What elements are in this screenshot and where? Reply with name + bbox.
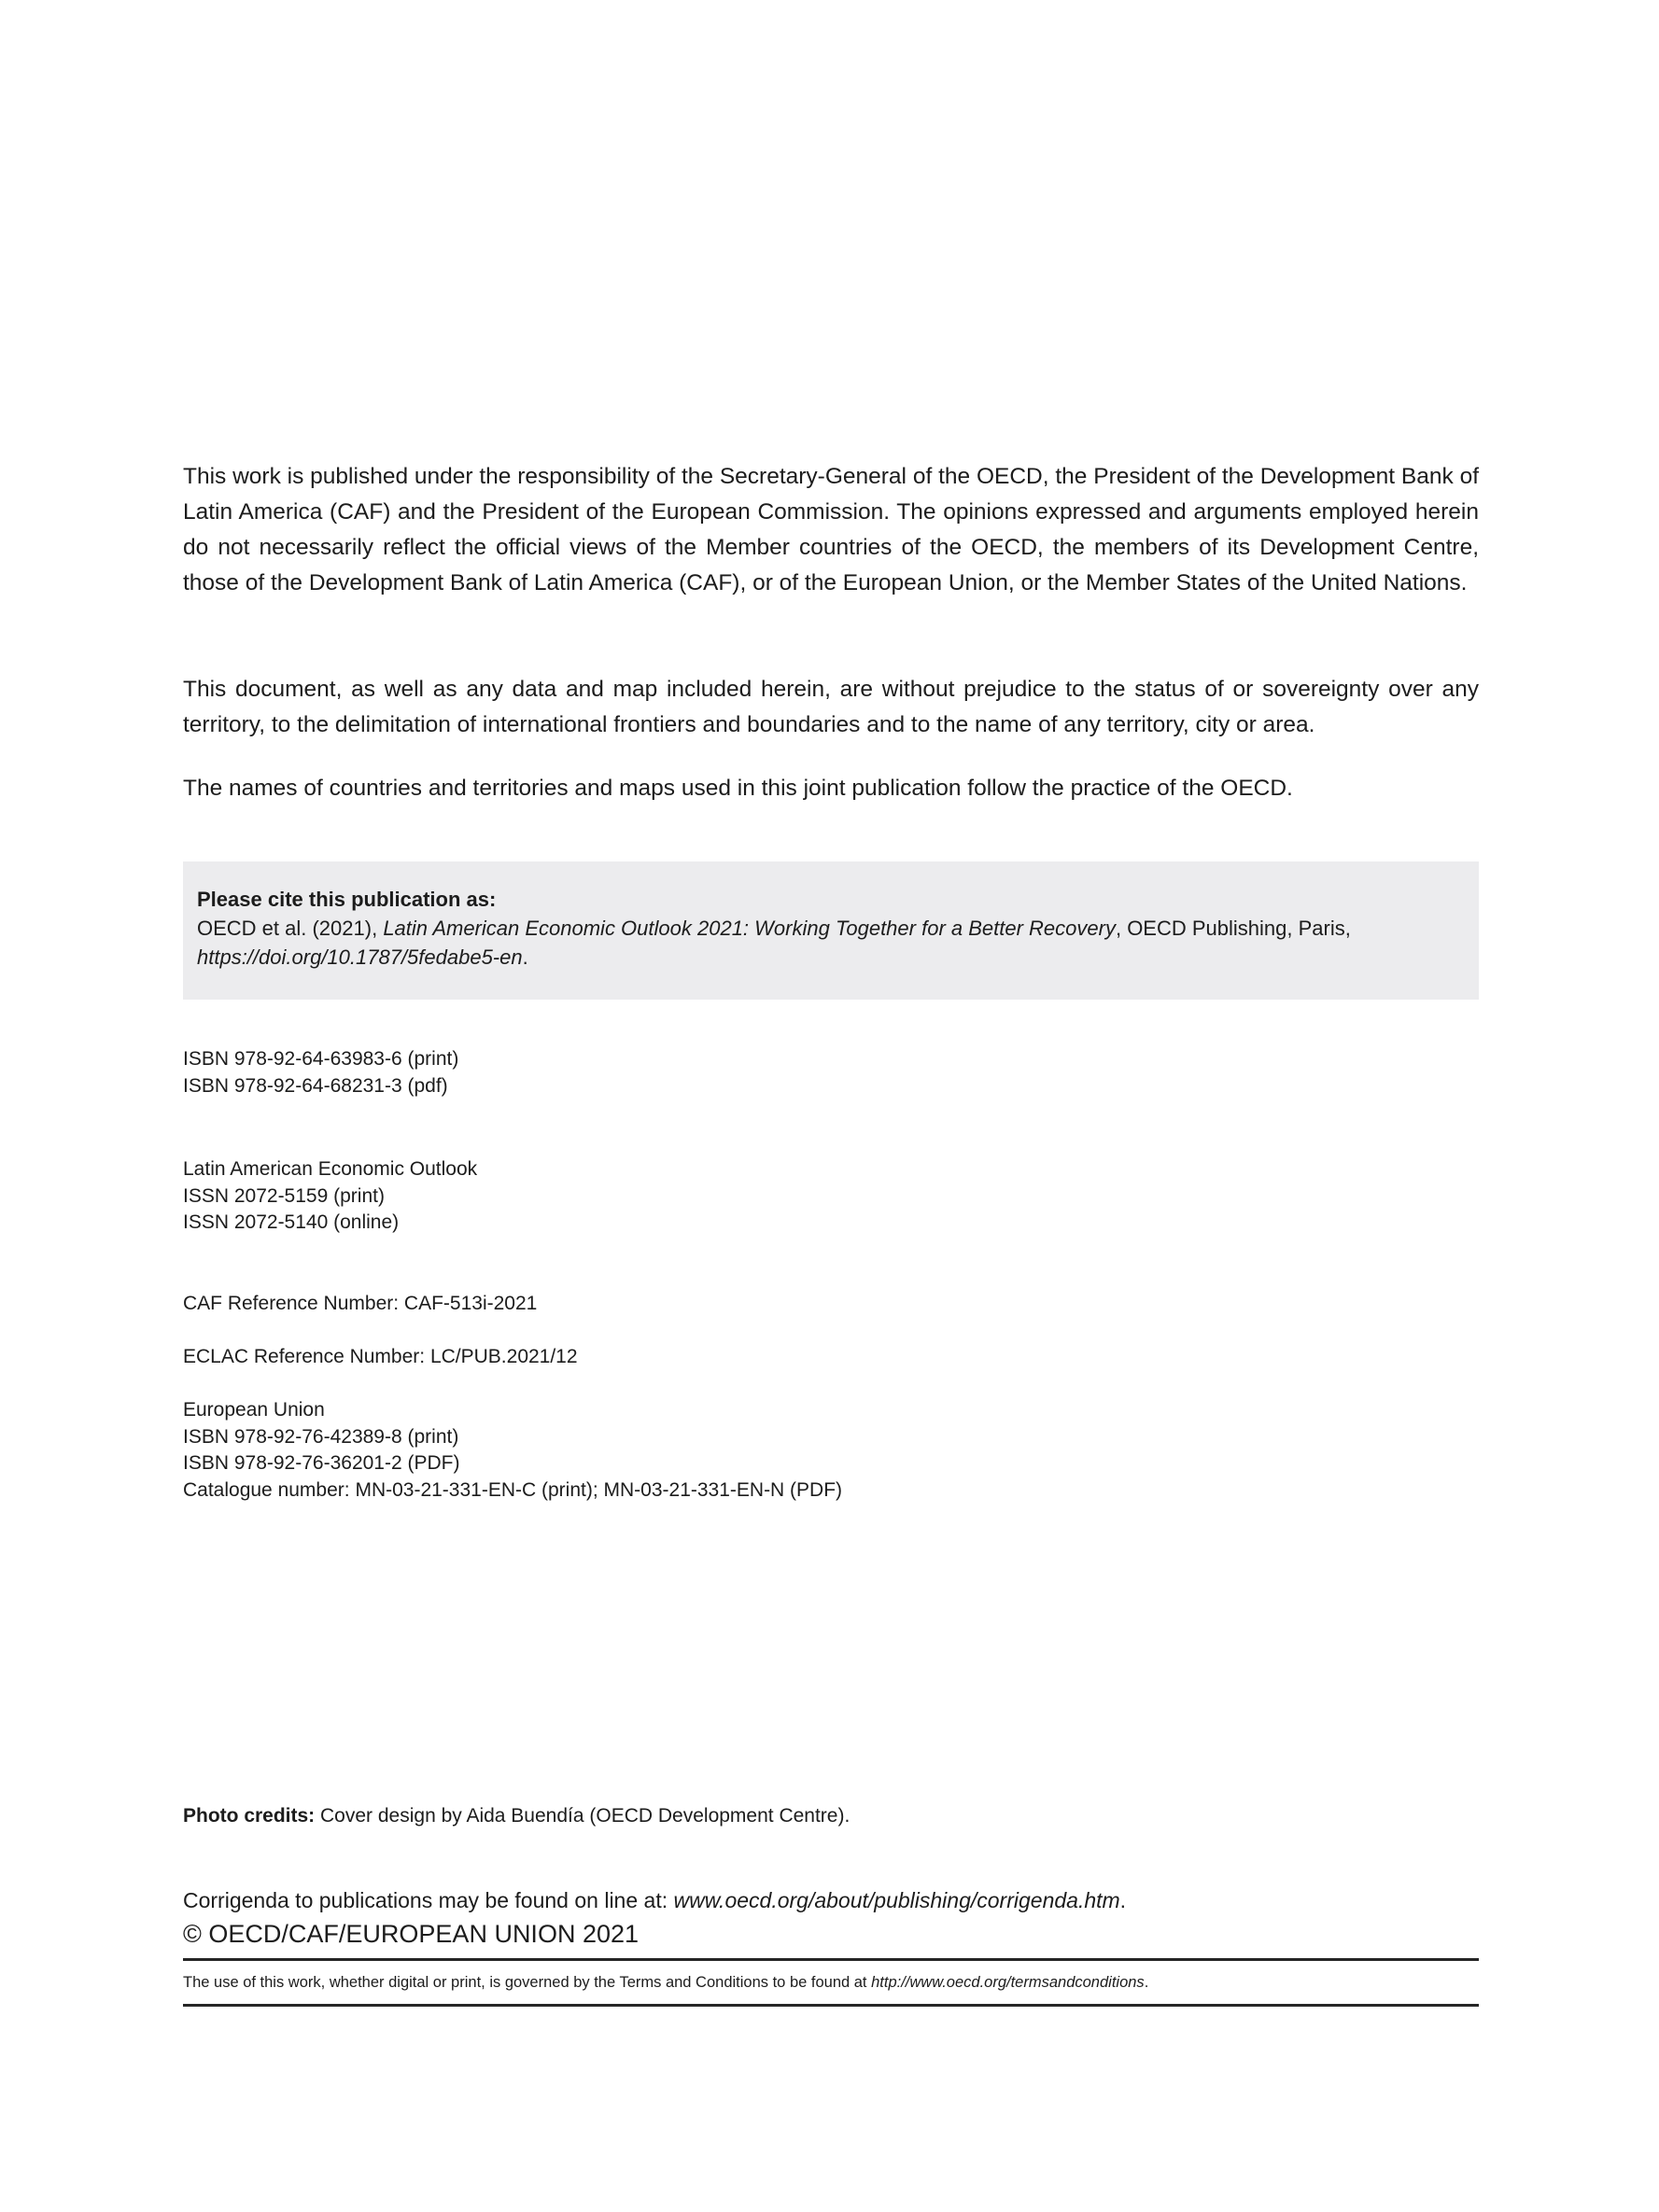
corrigenda-line	[183, 1886, 1479, 1914]
issn-online: ISSN 2072-5140 (online)	[183, 1211, 400, 1233]
terms-prefix: The use of this work, whether digital or print, is governed by the Terms and Conditions to be found at	[183, 1974, 872, 1991]
footer-rule-bottom	[183, 2004, 1479, 2007]
caf-reference: CAF Reference Number: CAF-513i-2021	[183, 1293, 538, 1314]
citation-suffix: , OECD Publishing, Paris,	[1115, 917, 1351, 940]
terms-suffix: .	[1144, 1974, 1149, 1991]
series-title: Latin American Economic Outlook	[183, 1158, 478, 1180]
eclac-reference: ECLAC Reference Number: LC/PUB.2021/12	[183, 1346, 578, 1367]
eu-catalogue-number: Catalogue number: MN-03-21-331-EN-C (print); MN-03-21-331-EN-N (PDF)	[183, 1478, 843, 1501]
footer-rule-top	[183, 1958, 1479, 1961]
citation-box-heading: Please cite this publication as:	[197, 888, 497, 911]
photo-credits-label: Photo credits:	[183, 1805, 321, 1827]
doi-suffix: .	[522, 945, 528, 969]
eu-isbn-print: ISBN 978-92-76-42389-8 (print)	[183, 1425, 459, 1448]
eu-identifier-block	[183, 1397, 1479, 1504]
eu-heading: European Union	[183, 1399, 325, 1421]
photo-credits-line	[183, 1803, 1479, 1829]
eu-isbn-pdf: ISBN 978-92-76-36201-2 (PDF)	[183, 1452, 460, 1474]
disclaimer-paragraph-1: This work is published under the responsibility of the Secretary-General of the OECD, the President of the Development Bank of Latin America (CAF) and the President of the European Commission. The opinions expressed and arguments employed herein do not necessarily reflect the official views of the Member countries of the OECD, the members of its Development Centre, those of the Development Bank of Latin America (CAF), or of the European Union, or the Member States of the United Nations.	[183, 464, 1479, 595]
oecd-isbn-block	[183, 1046, 1479, 1099]
citation-prefix: OECD et al. (2021),	[197, 917, 384, 940]
corrigenda-prefix: Corrigenda to publications may be found on line at:	[183, 1888, 674, 1912]
doi-link: https://doi.org/10.1787/5fedabe5-en	[197, 945, 523, 969]
disclaimer-paragraph-2: This document, as well as any data and map included herein, are without prejudice to the status of or sovereignty over any territory, to the delimitation of international frontiers and boundaries and to the name of any territory, city or area.	[183, 677, 1479, 737]
copyright-line: © OECD/CAF/EUROPEAN UNION 2021	[183, 1920, 640, 1948]
terms-url: http://www.oecd.org/termsandconditions	[871, 1974, 1145, 1991]
photo-credits-text: Cover design by Aida Buendía (OECD Development Centre).	[320, 1805, 851, 1827]
corrigenda-url: www.oecd.org/about/publishing/corrigenda.htm	[673, 1888, 1120, 1912]
citation-reference-line	[197, 914, 1464, 943]
isbn-print: ISBN 978-92-64-63983-6 (print)	[183, 1048, 459, 1070]
citation-doi-line	[197, 943, 1464, 972]
isbn-pdf: ISBN 978-92-64-68231-3 (pdf)	[183, 1074, 448, 1097]
citation-box	[183, 861, 1479, 1000]
series-issn-block	[183, 1156, 1479, 1237]
disclaimer-paragraph-3: The names of countries and territories and maps used in this joint publication follow the practice of the OECD.	[183, 776, 1293, 801]
terms-line	[183, 1972, 1479, 1993]
citation-title: Latin American Economic Outlook 2021: Working Together for a Better Recovery	[383, 917, 1116, 940]
corrigenda-suffix: .	[1119, 1888, 1127, 1912]
issn-print: ISSN 2072-5159 (print)	[183, 1184, 385, 1207]
